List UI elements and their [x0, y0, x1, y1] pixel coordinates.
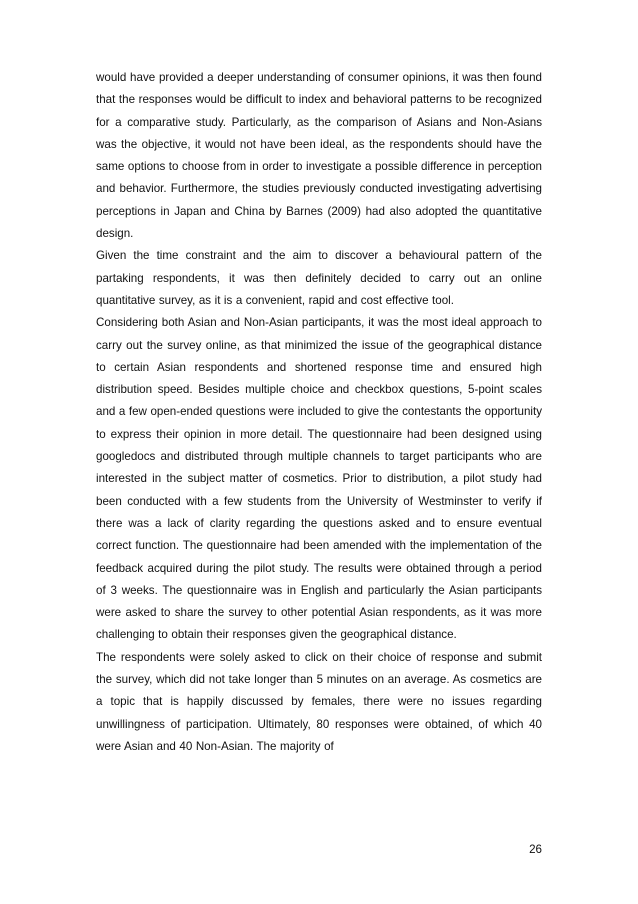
paragraph-research-design: would have provided a deeper understanding of consumer opinions, it was then found that the responses would be difficult to index and behavioral patterns to be recognized for a comparative study. Particularly, as the comparison of Asians and Non-Asians was the objective, it would not have been ideal, as the respondents should have the same options to choose from in order to investigate a possible difference in perception and behavior. Furthermore, the studies previously conducted investigating advertising perceptions in Japan and China by Barnes (2009) had also adopted the quantitative design. — [96, 71, 542, 241]
body-text — [96, 67, 542, 758]
paragraph-online-survey: Considering both Asian and Non-Asian participants, it was the most ideal approach to carry out the survey online, as that minimized the issue of the geographical distance to certain Asian respondents and shortened response time and ensured high distribution speed. Besides multiple choice and checkbox questions, 5-point scales and a few open-ended questions were included to give the contestants the opportunity to express their opinion in more detail. The questionnaire had been designed using googledocs and distributed through multiple channels to target participants who are interested in the subject matter of cosmetics. Prior to distribution, a pilot study had been conducted with a few students from the University of Westminster to verify if there was a lack of clarity regarding the questions asked and to ensure eventual correct function. The questionnaire had been amended with the implementation of the feedback acquired during the pilot study. The results were obtained through a period of 3 weeks. The questionnaire was in English and particularly the Asian participants were asked to share the survey to other potential Asian respondents, as it was more challenging to obtain their responses given the geographical distance. — [96, 316, 542, 642]
page-number: 26 — [529, 843, 542, 856]
paragraph-time-constraint: Given the time constraint and the aim to discover a behavioural pattern of the partaking respondents, it was then definitely decided to carry out an online quantitative survey, as it is a convenient, rapid and cost effective tool. — [96, 249, 542, 307]
paragraph-respondents: The respondents were solely asked to click on their choice of response and submit the survey, which did not take longer than 5 minutes on an average. As cosmetics are a topic that is happily discussed by females, there were no issues regarding unwillingness of participation. Ultimately, 80 responses were obtained, of which 40 were Asian and 40 Non-Asian. The majority of — [96, 650, 542, 753]
